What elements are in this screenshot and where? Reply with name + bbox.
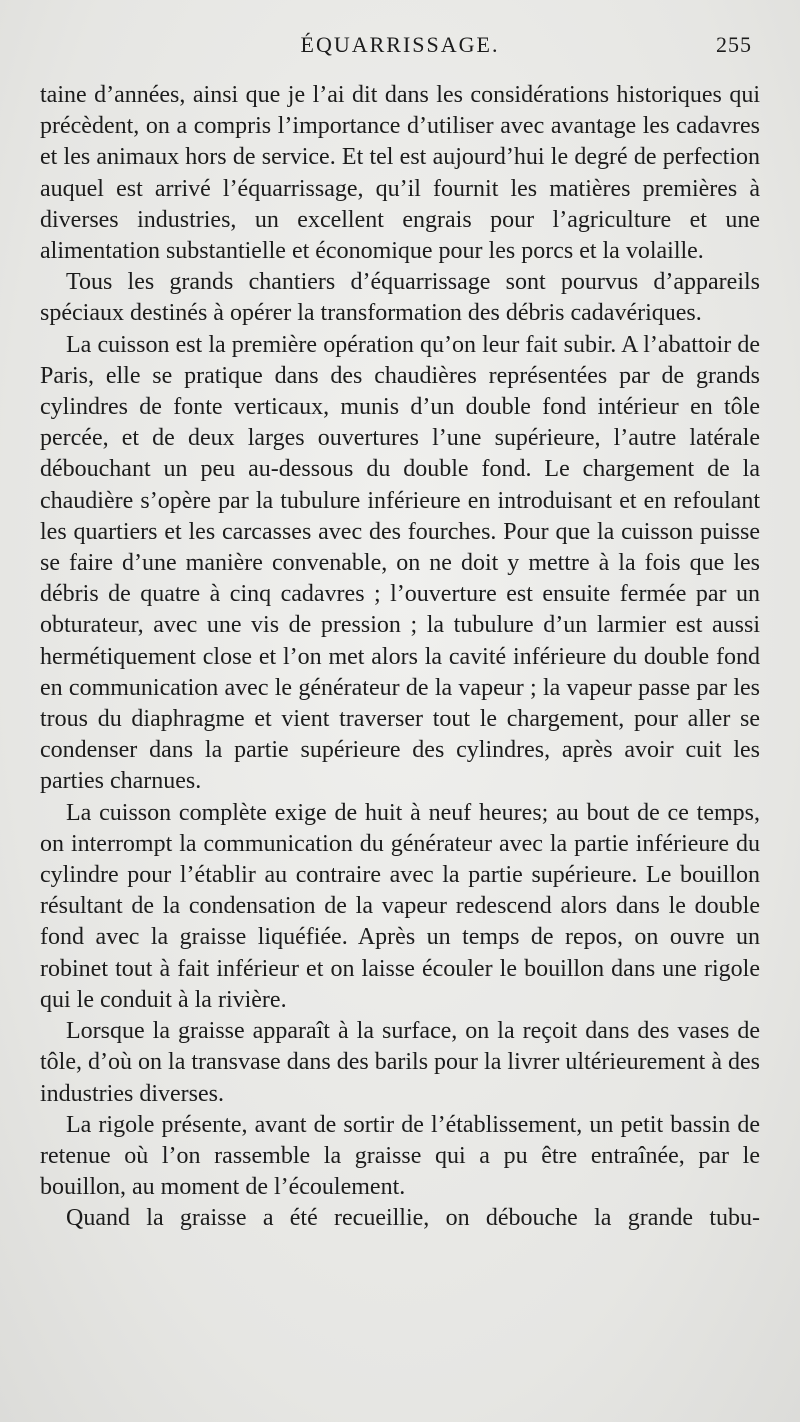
paragraph: Tous les grands chantiers d’équarrissage sont pourvus d’appareils spéciaux destinés à opérer la transformation des débris cadavériques. — [40, 269, 760, 327]
page-number: 255 — [716, 32, 752, 57]
paragraph: La cuisson est la première opération qu’on leur fait subir. A l’abattoir de Paris, elle se pratique dans des chaudières représentées par de grands cylindres de fonte verticaux, munis d’un double fond intérieur en tôle percée, et de deux larges ouvertures l’une supérieure, l’autre latérale débouchant un peu au-dessous du double fond. Le chargement de la chaudière s’opère par la tubulure inférieure en introduisant et en refoulant les quartiers et les carcasses avec des fourches. Pour que la cuisson puisse se faire d’une manière convenable, on ne doit y mettre à la fois que les débris de quatre à cinq cadavres ; l’ouverture est ensuite fermée par un obturateur, avec une vis de pression ; la tubulure d’un larmier est aussi hermétiquement close et l’on met alors la cavité inférieure du double fond en communication avec le générateur de la vapeur ; la vapeur passe par les trous du diaphragme et vient traverser tout le chargement, pour aller se condenser dans la partie supérieure des cylindres, après avoir cuit les parties charnues. — [40, 331, 760, 795]
paragraph: La cuisson complète exige de huit à neuf heures; au bout de ce temps, on interrompt la communication du générateur avec la partie inférieure du cylindre pour l’établir au contraire avec la partie supérieure. Le bouillon résultant de la condensation de la vapeur redescend alors dans le double fond avec la graisse liquéfiée. Après un temps de repos, on ouvre un robinet tout à fait inférieur et on laisse écouler le bouillon dans une rigole qui le conduit à la rivière. — [40, 799, 760, 1013]
body-text — [40, 80, 760, 1235]
page-header — [40, 28, 760, 68]
paragraph: Lorsque la graisse apparaît à la surface, on la reçoit dans des vases de tôle, d’où on la transvase dans des barils pour la livrer ultérieurement à des industries diverses. — [40, 1018, 760, 1107]
paragraph: La rigole présente, avant de sortir de l’établissement, un petit bassin de retenue où l’on rassemble la graisse qui a pu être entraînée, par le bouillon, au moment de l’écoulement. — [40, 1111, 760, 1201]
paragraph: taine d’années, ainsi que je l’ai dit dans les considérations historiques qui précèdent, on a compris l’importance d’utiliser avec avantage les cadavres et les animaux hors de service. Et tel est aujourd’hui le degré de perfection auquel est arrivé l’équarrissage, qu’il fournit les matières premières à diverses industries, un excellent engrais pour l’agriculture et une alimentation substantielle et économique pour les porcs et la volaille. — [40, 82, 760, 265]
paragraph: Quand la graisse a été recueillie, on débouche la grande tubu- — [66, 1205, 760, 1232]
running-title: ÉQUARRISSAGE. — [300, 32, 500, 57]
